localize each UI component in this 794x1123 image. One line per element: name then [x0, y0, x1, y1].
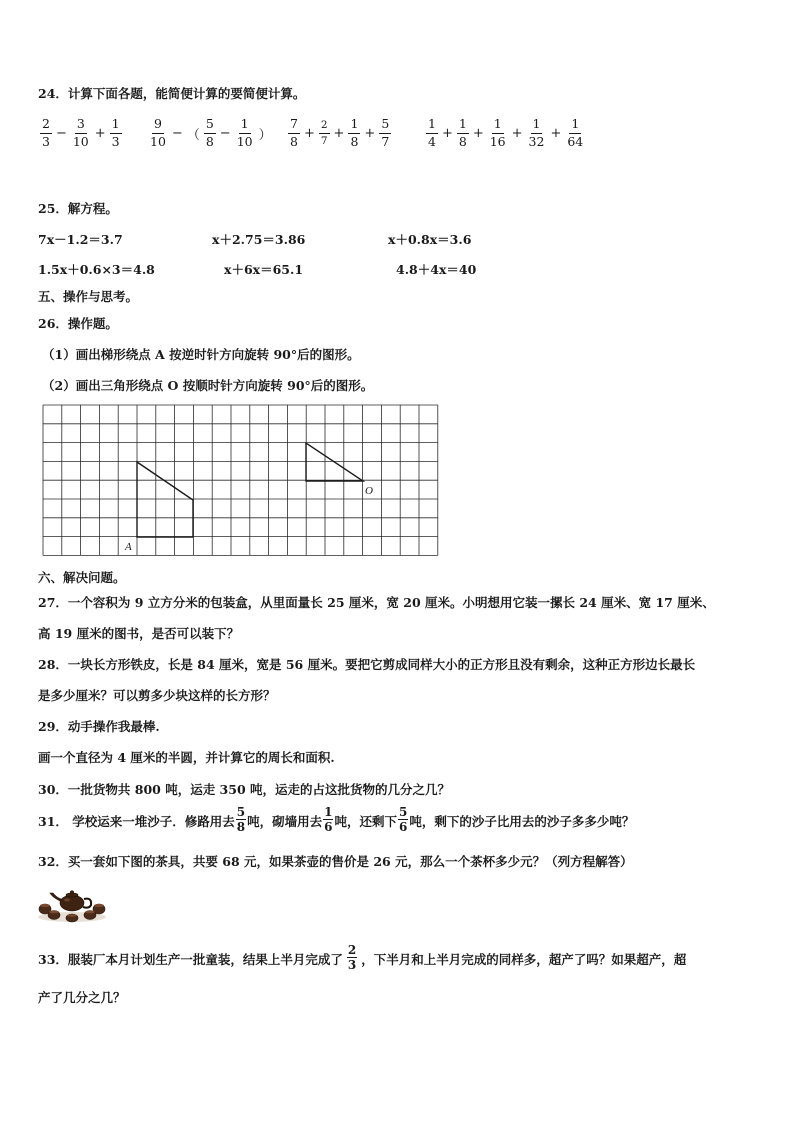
fraction: $\frac{5}{8}$ — [205, 116, 214, 149]
q24-expression-1: $\frac{2}{3}$ − $\frac{3}{10}$ + $\frac{1}{3}$ — [42, 116, 120, 149]
q27-line-2: 高 19 厘米的图书，是否可以装下？ — [38, 626, 240, 641]
fraction: $\frac{1}{4}$ — [428, 116, 436, 149]
fraction: $\frac{5}{8}$ — [236, 805, 246, 834]
q24-expression-3: $\frac{7}{8}$ + $\frac{2}{7}$ + $\frac{1}{8}$ + $\frac{5}{7}$ — [290, 116, 390, 149]
q33-line-2: 产了几分之几？ — [38, 990, 126, 1005]
equation: x＋2.75＝3.86 — [212, 232, 306, 247]
fraction: $\frac{1}{32}$ — [528, 116, 545, 149]
q28-line-2: 是多少厘米？可以剪多少块这样的长方形？ — [38, 688, 276, 703]
q29-line-1: 29．动手操作我最棒. — [38, 719, 160, 734]
q26-part-1: （1）画出梯形绕点 A 按逆时针方向旋转 90°后的图形。 — [42, 347, 360, 362]
fraction: $\frac{2}{3}$ — [42, 116, 50, 149]
q30-text: 30．一批货物共 800 吨，运走 350 吨，运走的占这批货物的几分之几？ — [38, 782, 450, 797]
point-o-label: O — [365, 485, 373, 497]
equation: x＋0.8x＝3.6 — [388, 232, 472, 247]
fraction: $\frac{2}{3}$ — [347, 943, 357, 972]
triangle-shape — [306, 443, 363, 481]
fraction: $\frac{1}{16}$ — [489, 116, 506, 149]
grid-figure — [42, 404, 440, 558]
fraction: $\frac{1}{8}$ — [350, 116, 359, 149]
fraction: $\frac{5}{6}$ — [399, 805, 408, 834]
q28-line-1: 28．一块长方形铁皮，长是 84 厘米，宽是 56 厘米。要把它剪成同样大小的正方形且没有剩余，这种正方形边长最长 — [38, 657, 696, 672]
trapezoid-shape — [137, 462, 193, 537]
fraction: $\frac{1}{8}$ — [458, 116, 467, 149]
equation: x＋6x＝65.1 — [224, 262, 304, 277]
q24-title: 24．计算下面各题，能简便计算的要简便计算。 — [38, 86, 306, 101]
q26-part-2: （2）画出三角形绕点 O 按顺时针方向旋转 90°后的图形。 — [42, 378, 374, 393]
equation: 7x－1.2＝3.7 — [38, 232, 123, 247]
q31-text: 31． 学校运来一堆沙子．修路用去 $\frac{5}{8}$ 吨，砌墙用去 $\frac{1}{6}$ 吨，还剩下 $\frac{5}{6}$ 吨，剩下的沙子比用去的沙子多多少吨？ — [38, 805, 635, 834]
q24-expression-4: $\frac{1}{4}$ + $\frac{1}{8}$ + $\frac{1}{16}$ + $\frac{1}{32}$ + $\frac{1}{64}$ — [428, 116, 584, 149]
q32-text: 32．买一套如下图的茶具，共要 68 元，如果茶壶的售价是 26 元，那么一个茶杯多少元？（列方程解答） — [38, 854, 633, 869]
point-a-label: A — [125, 541, 132, 553]
q26-title: 26．操作题。 — [38, 316, 118, 331]
fraction: $\frac{1}{10}$ — [236, 116, 253, 149]
tea-set-image — [36, 887, 108, 923]
q24-expression-2: $\frac{9}{10}$ − （ $\frac{5}{8}$ − $\frac{1}{10}$ ） — [150, 116, 272, 149]
q29-line-2: 画一个直径为 4 厘米的半圆，并计算它的周长和面积. — [38, 750, 335, 765]
fraction: $\frac{1}{64}$ — [567, 116, 584, 149]
equation: 4.8＋4x＝40 — [396, 262, 477, 277]
fraction: $\frac{1}{3}$ — [111, 116, 120, 149]
fraction: $\frac{7}{8}$ — [290, 116, 298, 149]
section-heading-6: 六、解决问题。 — [38, 570, 126, 585]
q25-title: 25．解方程。 — [38, 201, 118, 216]
q27-line-1: 27．一个容积为 9 立方分米的包装盒，从里面量长 25 厘米，宽 20 厘米。小明想用它装一摞长 24 厘米、宽 17 厘米、 — [38, 595, 715, 610]
fraction: $\frac{5}{7}$ — [381, 116, 390, 149]
q33-line-1: 33．服装厂本月计划生产一批童装，结果上半月完成了 $\frac{2}{3}$ ，下半月和上半月完成的同样多，超产了吗？如果超产，超 — [38, 943, 687, 972]
fraction: $\frac{3}{10}$ — [72, 116, 89, 149]
fraction: $\frac{9}{10}$ — [150, 116, 166, 149]
fraction: $\frac{2}{7}$ — [320, 119, 328, 147]
equation: 1.5x＋0.6×3＝4.8 — [38, 262, 155, 277]
section-heading-5: 五、操作与思考。 — [38, 289, 139, 304]
fraction: $\frac{1}{6}$ — [324, 805, 333, 834]
